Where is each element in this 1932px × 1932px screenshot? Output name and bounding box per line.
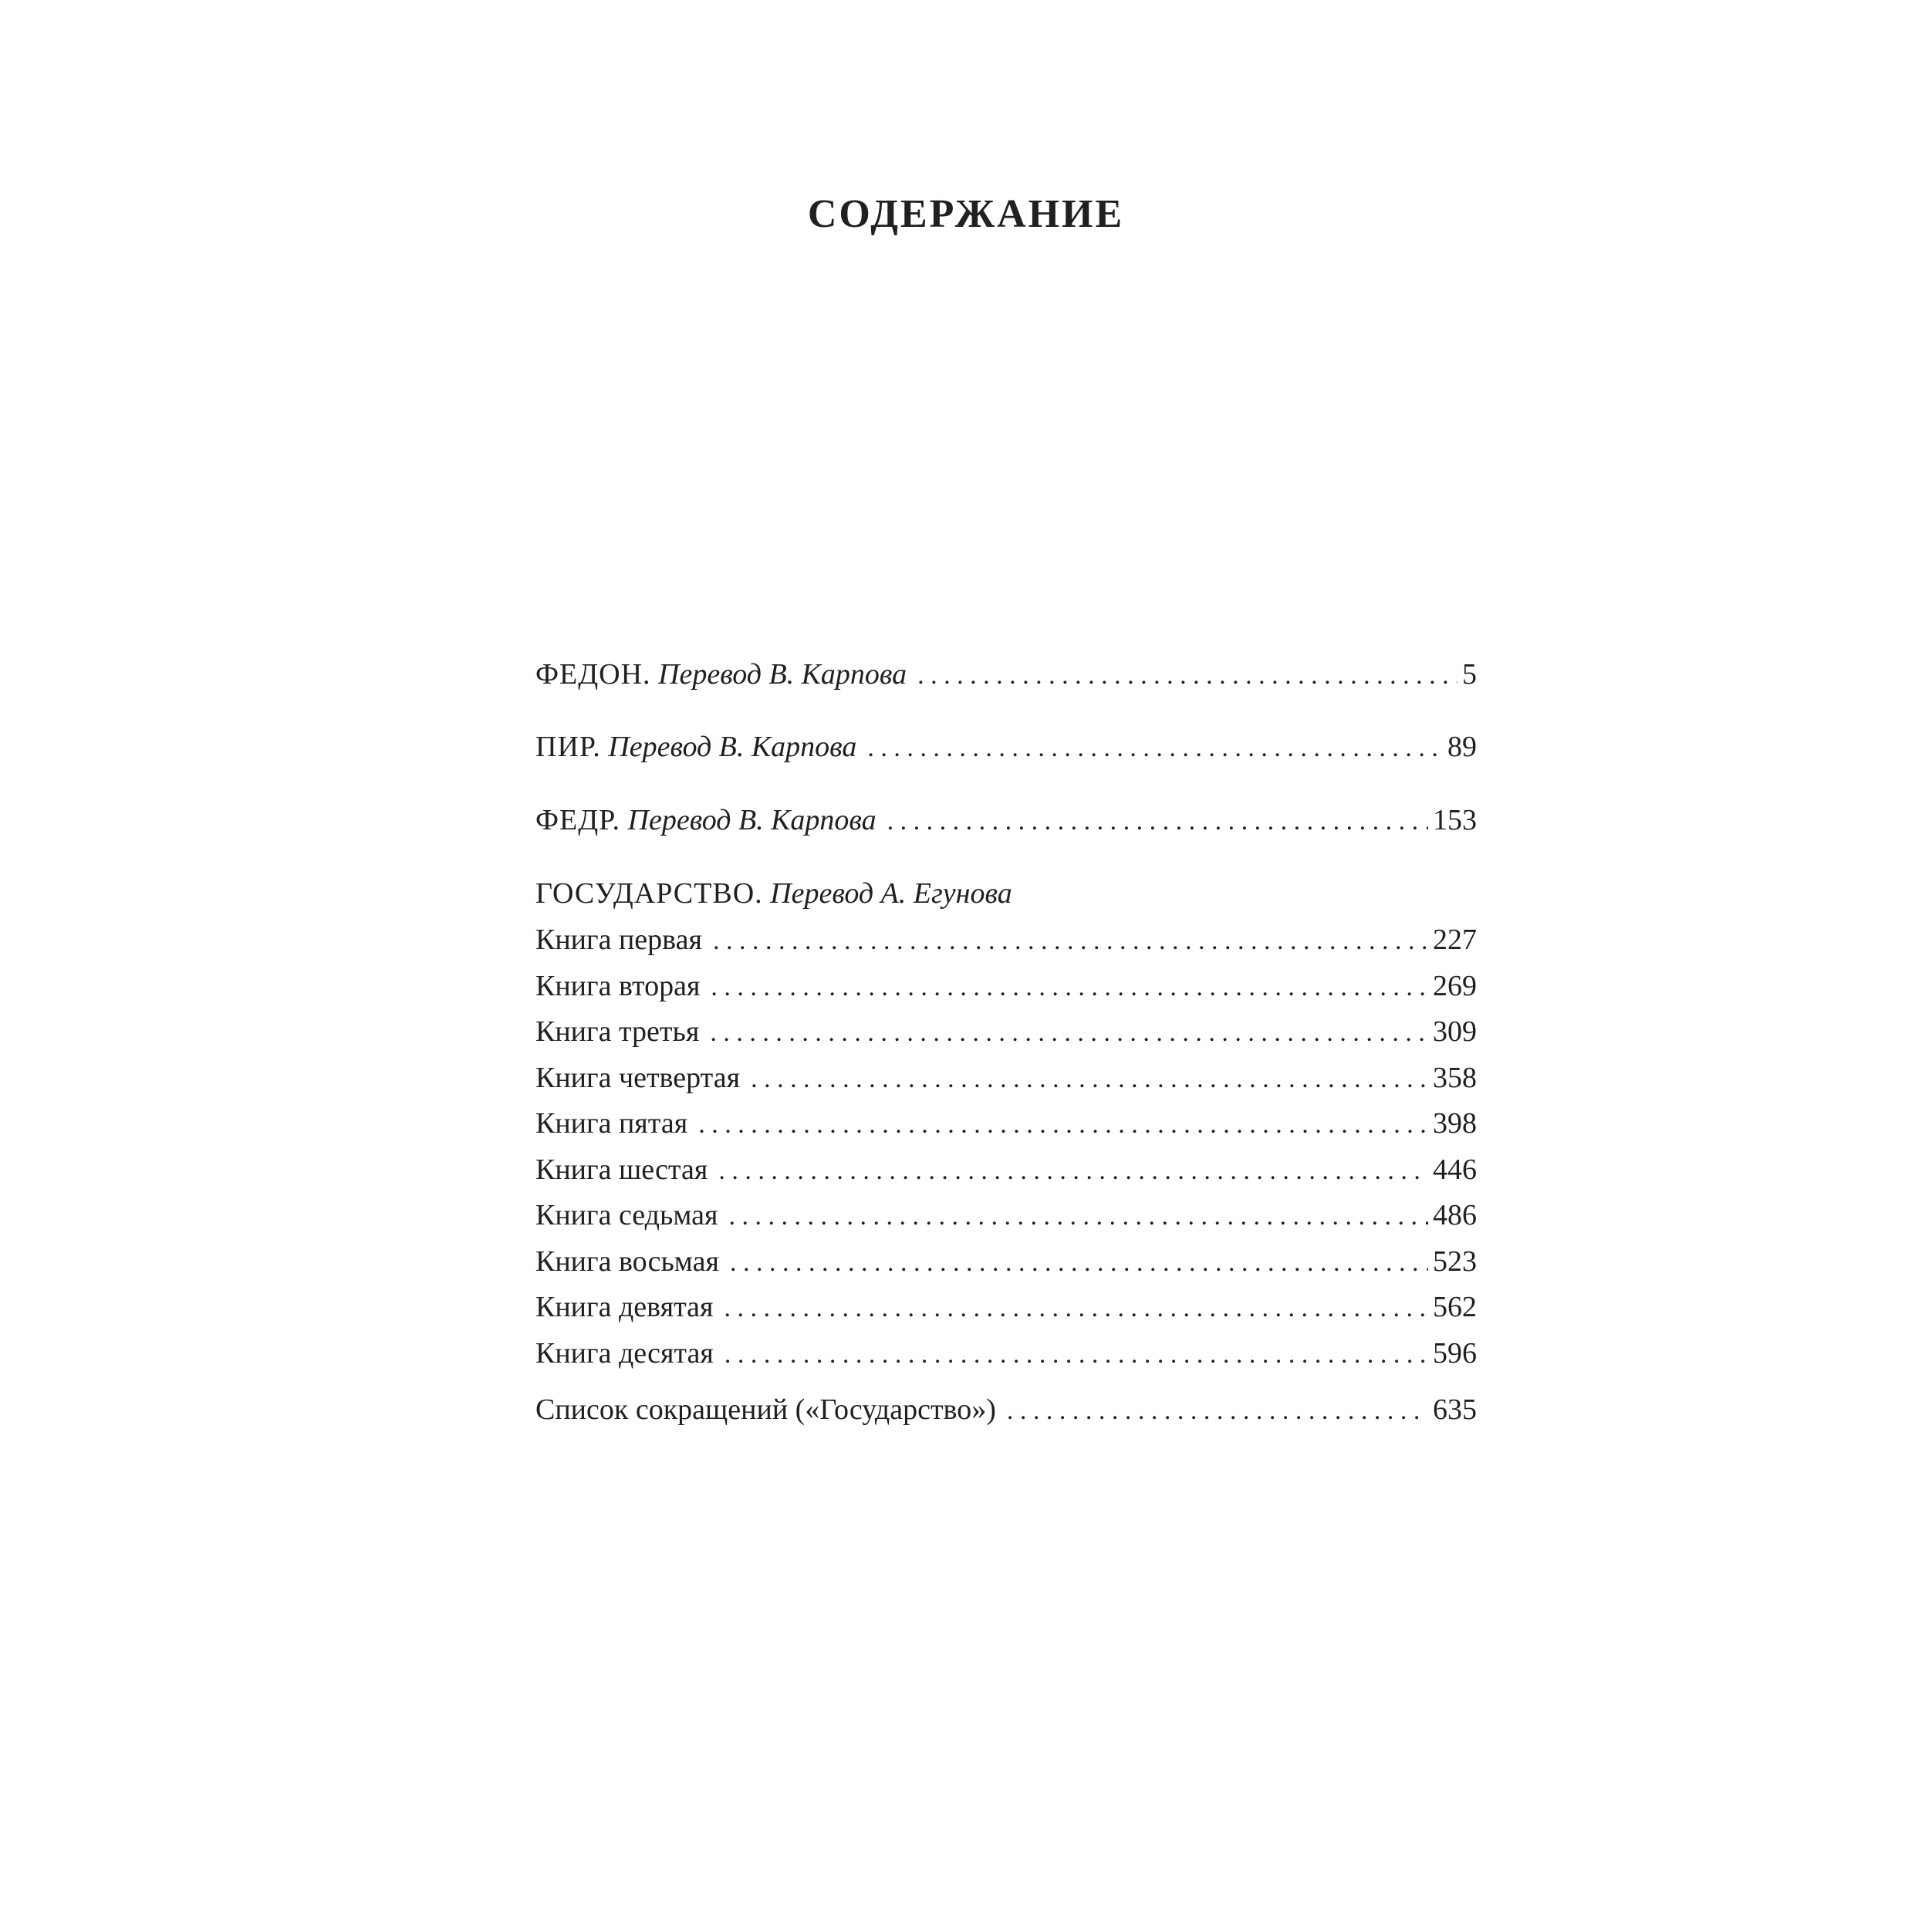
entry-page-number: 5 [1462,658,1477,691]
entry-title: ФЕДР. [535,804,621,836]
entry-title: Книга шестая [535,1153,708,1186]
dot-leader [710,1014,1428,1052]
page-title: СОДЕРЖАНИЕ [807,192,1125,236]
dot-leader [728,1197,1428,1236]
entry-page-number: 523 [1433,1245,1477,1278]
entry-title: Книга восьмая [535,1245,719,1278]
toc-entry-book[interactable] [535,1334,1477,1373]
toc-entry-book[interactable] [535,1150,1477,1189]
toc-entry-abbreviations[interactable] [535,1390,1477,1429]
entry-title: ПИР. [535,731,601,763]
dot-leader [730,1244,1428,1282]
entry-title: ФЕДОН. [535,658,651,691]
dot-leader [724,1289,1428,1328]
entry-page-number: 486 [1433,1199,1477,1231]
dot-leader [887,802,1428,841]
dot-leader [751,1060,1428,1099]
entry-page-number: 446 [1433,1153,1477,1186]
entry-translator: Перевод В. Карпова [658,658,907,691]
section-translator: Перевод А. Егунова [770,877,1012,910]
entry-page-number: 562 [1433,1291,1477,1323]
entry-title: Список сокращений («Государство») [535,1393,996,1426]
dot-leader [698,1106,1428,1144]
entry-page-number: 89 [1447,731,1477,763]
toc-entry-book[interactable] [535,967,1477,1005]
entry-title: Книга пятая [535,1107,688,1140]
dot-leader [917,657,1457,695]
entry-title: Книга девятая [535,1291,714,1323]
toc-section-republic [535,874,1012,913]
dot-leader [718,1152,1428,1191]
dot-leader [711,968,1428,1007]
entry-page-number: 358 [1433,1062,1477,1094]
toc-entry-phaedrus[interactable] [535,801,1477,839]
toc-entry-phaedo[interactable] [535,655,1477,694]
dot-leader [724,1336,1428,1374]
toc-entry-symposium[interactable] [535,728,1477,766]
entry-title: Книга десятая [535,1337,714,1370]
dot-leader [713,922,1428,961]
entry-page-number: 635 [1433,1393,1477,1426]
section-title: ГОСУДАРСТВО. [535,877,763,910]
entry-title: Книга седьмая [535,1199,718,1231]
toc-entry-book[interactable] [535,920,1477,959]
entry-title: Книга четвертая [535,1062,741,1094]
entry-page-number: 309 [1433,1015,1477,1048]
entry-page-number: 227 [1433,924,1477,956]
dot-leader [1007,1392,1428,1430]
dot-leader [867,729,1443,768]
entry-page-number: 269 [1433,970,1477,1002]
entry-page-number: 153 [1433,804,1477,836]
entry-translator: Перевод В. Карпова [608,731,857,763]
toc-entry-book[interactable] [535,1288,1477,1326]
entry-title: Книга третья [535,1015,700,1048]
entry-title: Книга вторая [535,970,701,1002]
entry-title: Книга первая [535,924,702,956]
toc-entry-book[interactable] [535,1104,1477,1143]
toc-entry-book[interactable] [535,1012,1477,1051]
toc-entry-book[interactable] [535,1242,1477,1281]
entry-page-number: 596 [1433,1337,1477,1370]
entry-translator: Перевод В. Карпова [627,804,876,836]
toc-entry-book[interactable] [535,1059,1477,1097]
toc-entry-book[interactable] [535,1196,1477,1235]
entry-page-number: 398 [1433,1107,1477,1140]
